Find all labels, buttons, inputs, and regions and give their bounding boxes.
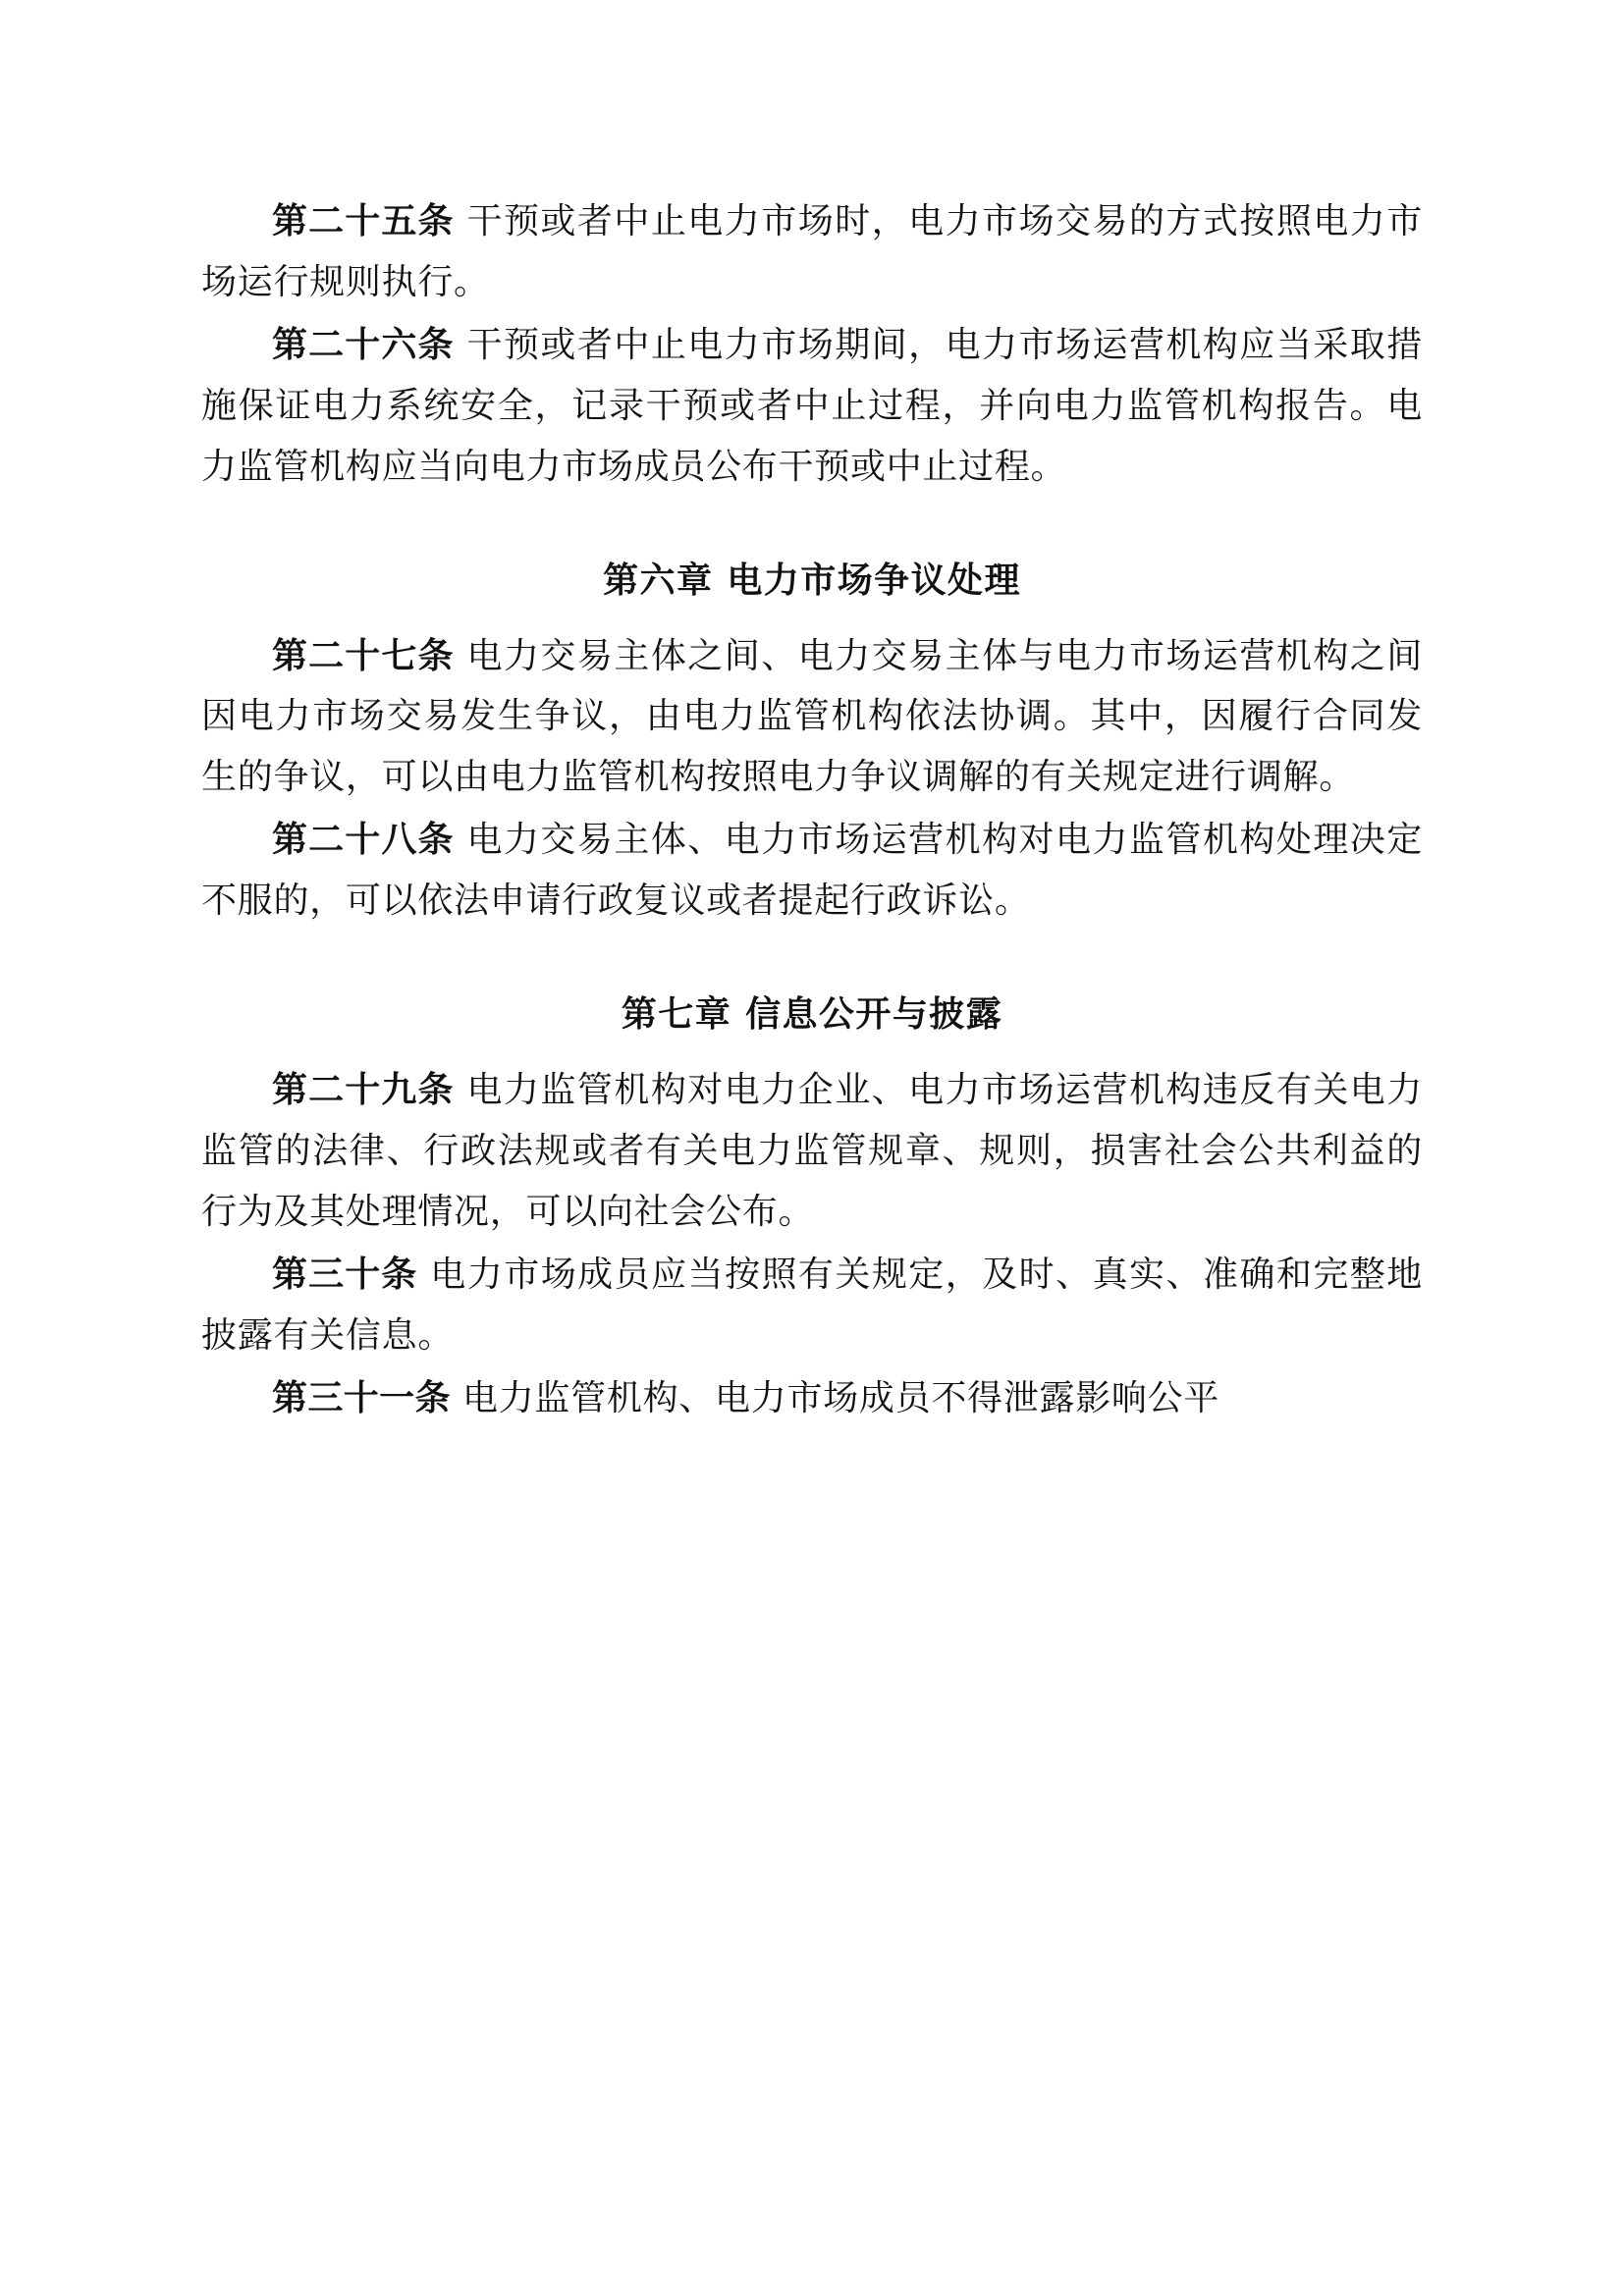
- article-31-label: 第三十一条: [272, 1376, 451, 1418]
- article-28-text: 电力交易主体、电力市场运营机构对电力监管机构处理决定不服的，可以依法申请行政复议或者提起行政诉讼。: [201, 820, 1423, 922]
- article-25: [201, 191, 1423, 313]
- spacer: [201, 603, 1423, 626]
- spacer: [201, 498, 1423, 553]
- article-29-text: 电力监管机构对电力企业、电力市场运营机构违反有关电力监管的法律、行政法规或者有关电力监管规章、规则，损害社会公共利益的行为及其处理情况，可以向社会公布。: [201, 1070, 1423, 1232]
- article-27: [201, 626, 1423, 809]
- article-25-label: 第二十五条: [272, 200, 455, 241]
- article-26-text: 干预或者中止电力市场期间，电力市场运营机构应当采取措施保证电力系统安全，记录干预或者中止过程，并向电力监管机构报告。电力监管机构应当向电力市场成员公布干预或中止过程。: [201, 324, 1423, 487]
- chapter-6-heading: 第六章 电力市场争议处理: [603, 560, 1021, 601]
- document-body: [201, 191, 1423, 1429]
- article-30-label: 第三十条: [272, 1253, 418, 1295]
- article-29-label: 第二十九条: [272, 1069, 455, 1111]
- article-31-text: 电力监管机构、电力市场成员不得泄露影响公平: [450, 1377, 1220, 1418]
- article-28: [201, 810, 1423, 932]
- article-26: [201, 315, 1423, 498]
- article-31: [201, 1368, 1423, 1429]
- article-29: [201, 1060, 1423, 1243]
- article-30: [201, 1245, 1423, 1366]
- article-25-text: 干预或者中止电力市场时，电力市场交易的方式按照电力市场运行规则执行。: [201, 201, 1423, 302]
- article-27-label: 第二十七条: [272, 634, 455, 676]
- article-30-text: 电力市场成员应当按照有关规定，及时、真实、准确和完整地披露有关信息。: [201, 1254, 1423, 1356]
- article-27-text: 电力交易主体之间、电力交易主体与电力市场运营机构之间因电力市场交易发生争议，由电力监管机构依法协调。其中，因履行合同发生的争议，可以由电力监管机构按照电力争议调解的有关规定进行调解。: [201, 635, 1423, 798]
- chapter-7-heading: 第七章 信息公开与披露: [621, 994, 1003, 1036]
- spacer: [201, 932, 1423, 987]
- spacer: [201, 1037, 1423, 1060]
- article-28-label: 第二十八条: [272, 819, 455, 861]
- article-26-label: 第二十六条: [272, 323, 455, 365]
